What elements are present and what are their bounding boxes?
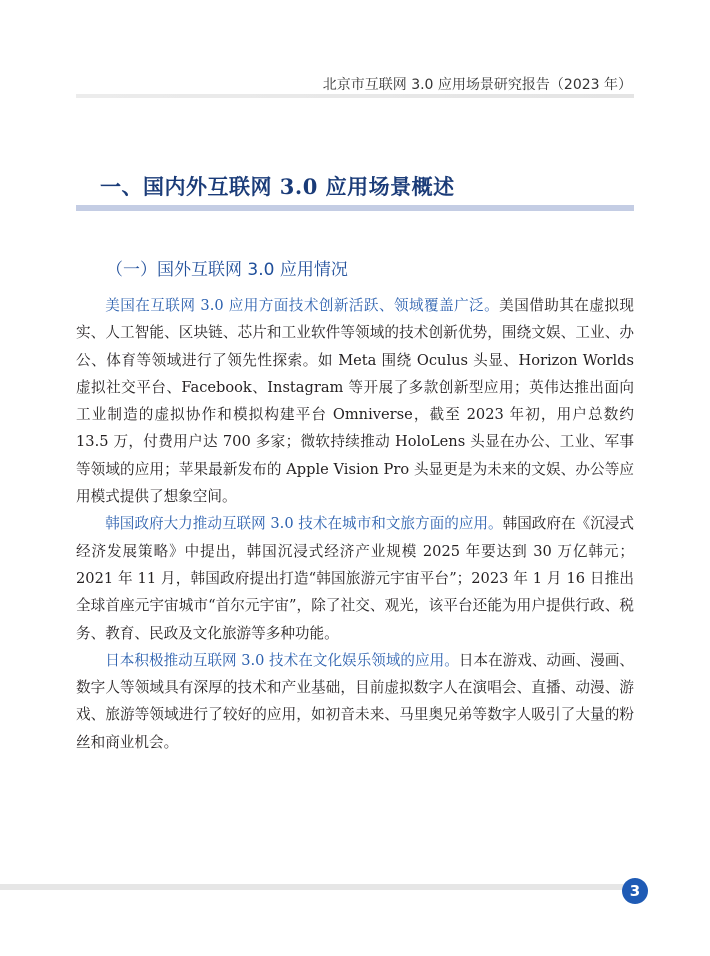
- paragraph-body: 韩国政府在《沉浸式经济发展策略》中提出，韩国沉浸式经济产业规模 2025 年要达到 30 万亿韩元；2021 年 11 月，韩国政府提出打造“韩国旅游元宇宙平台”；2023 年 1 月 16 日推出全球首座元宇宙城市“首尔元宇宙”，除了社交、观光，该平台还能为用户提供行政、税务、教育、民政及文化旅游等多种功能。: [76, 515, 634, 642]
- paragraph-korea: [76, 510, 634, 646]
- page-number-badge: 3: [622, 878, 648, 904]
- paragraph-usa: [76, 292, 634, 510]
- footer-divider: [0, 884, 634, 890]
- paragraph-japan: [76, 647, 634, 756]
- chapter-divider: [76, 205, 634, 211]
- chapter-title: 一、国内外互联网 3.0 应用场景概述: [100, 174, 455, 199]
- body-text: [76, 292, 634, 756]
- paragraph-lead: 日本积极推动互联网 3.0 技术在文化娱乐领域的应用。: [105, 651, 459, 669]
- paragraph-body: 日本在游戏、动画、漫画、数字人等领域具有深厚的技术和产业基础，目前虚拟数字人在演唱会、直播、动漫、游戏、旅游等领域进行了较好的应用，如初音未来、马里奥兄弟等数字人吸引了大量的粉丝和商业机会。: [76, 651, 634, 751]
- header-divider: [76, 94, 634, 98]
- paragraph-body: 美国借助其在虚拟现实、人工智能、区块链、芯片和工业软件等领域的技术创新优势，围绕文娱、工业、办公、体育等领域进行了领先性探索。如 Meta 围绕 Oculus 头显、Horizon Worlds 虚拟社交平台、Facebook、Instagram 等开展了多款创新型应用；英伟达推出面向工业制造的虚拟协作和模拟构建平台 Omniverse，截至 2023 年初，用户总数约 13.5 万，付费用户达 700 多家；微软持续推动 HoloLens 头显在办公、工业、军事等领域的应用；苹果最新发布的 Apple Vision Pro 头显更是为未来的文娱、办公等应用模式提供了想象空间。: [76, 297, 634, 506]
- section-title: （一）国外互联网 3.0 应用情况: [106, 260, 348, 280]
- paragraph-lead: 美国在互联网 3.0 应用方面技术创新活跃、领域覆盖广泛。: [105, 297, 500, 314]
- paragraph-lead: 韩国政府大力推动互联网 3.0 技术在城市和文旅方面的应用。: [105, 515, 503, 533]
- running-header: 北京市互联网 3.0 应用场景研究报告（2023 年）: [322, 77, 632, 93]
